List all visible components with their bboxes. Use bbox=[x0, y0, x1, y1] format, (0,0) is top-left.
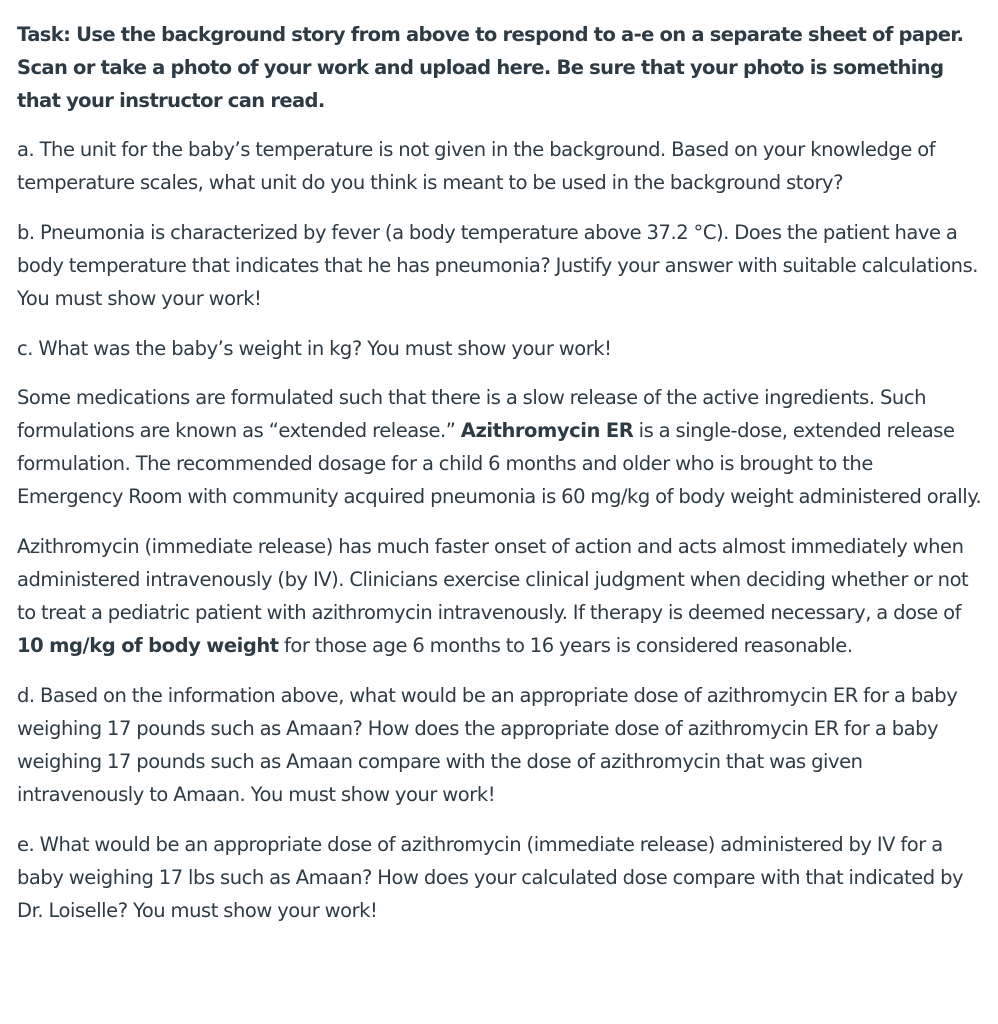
task-instructions: Task: Use the background story from above to respond to a-e on a separate sheet of paper. Scan or take a photo of your work and upload here. Be sure that your photo is something that your instructor can read. bbox=[17, 23, 964, 112]
assignment-content bbox=[17, 18, 983, 943]
question-d: d. Based on the information above, what would be an appropriate dose of azithromycin ER for a baby weighing 17 pounds such as Amaan? How does the appropriate dose of azithromycin ER for a baby weighing 17 pounds such as Amaan compare with the dose of azithromycin that was given intravenously to Amaan. You must show your work! bbox=[17, 684, 958, 806]
immediate-release-text-2: for those age 6 months to 16 years is considered reasonable. bbox=[278, 634, 853, 657]
extended-release-text-2: is a single-dose, extended release formulation. The recommended dosage for a child 6 months and older who is brought to the Emergency Room with community acquired pneumonia is 60 mg/kg of body weight administered orally. bbox=[17, 419, 982, 508]
extended-release-text-1: Some medications are formulated such that there is a slow release of the active ingredients. Such formulations are known as “extended release.” bbox=[17, 386, 927, 442]
azithromycin-er-term: Azithromycin ER bbox=[460, 419, 634, 442]
question-b: b. Pneumonia is characterized by fever (a body temperature above 37.2 °C). Does the patient have a body temperature that indicates that he has pneumonia? Justify your answer with suitable calculations. You must show your work! bbox=[17, 221, 979, 310]
question-a: a. The unit for the baby’s temperature is not given in the background. Based on your knowledge of temperature scales, what unit do you think is meant to be used in the background story? bbox=[17, 138, 936, 194]
immediate-release-info bbox=[17, 530, 983, 662]
extended-release-info bbox=[17, 381, 983, 513]
question-c: c. What was the baby’s weight in kg? You must show your work! bbox=[17, 337, 612, 360]
immediate-release-text-1: Azithromycin (immediate release) has much faster onset of action and acts almost immediately when administered intravenously (by IV). Clinicians exercise clinical judgment when deciding whether or not to treat a pediatric patient with azithromycin intravenously. If therapy is deemed necessary, a dose of bbox=[17, 535, 969, 624]
question-e: e. What would be an appropriate dose of azithromycin (immediate release) administered by IV for a baby weighing 17 lbs such as Amaan? How does your calculated dose compare with that indicated by Dr. Loiselle? You must show your work! bbox=[17, 833, 964, 922]
iv-dose-term: 10 mg/kg of body weight bbox=[17, 634, 279, 657]
